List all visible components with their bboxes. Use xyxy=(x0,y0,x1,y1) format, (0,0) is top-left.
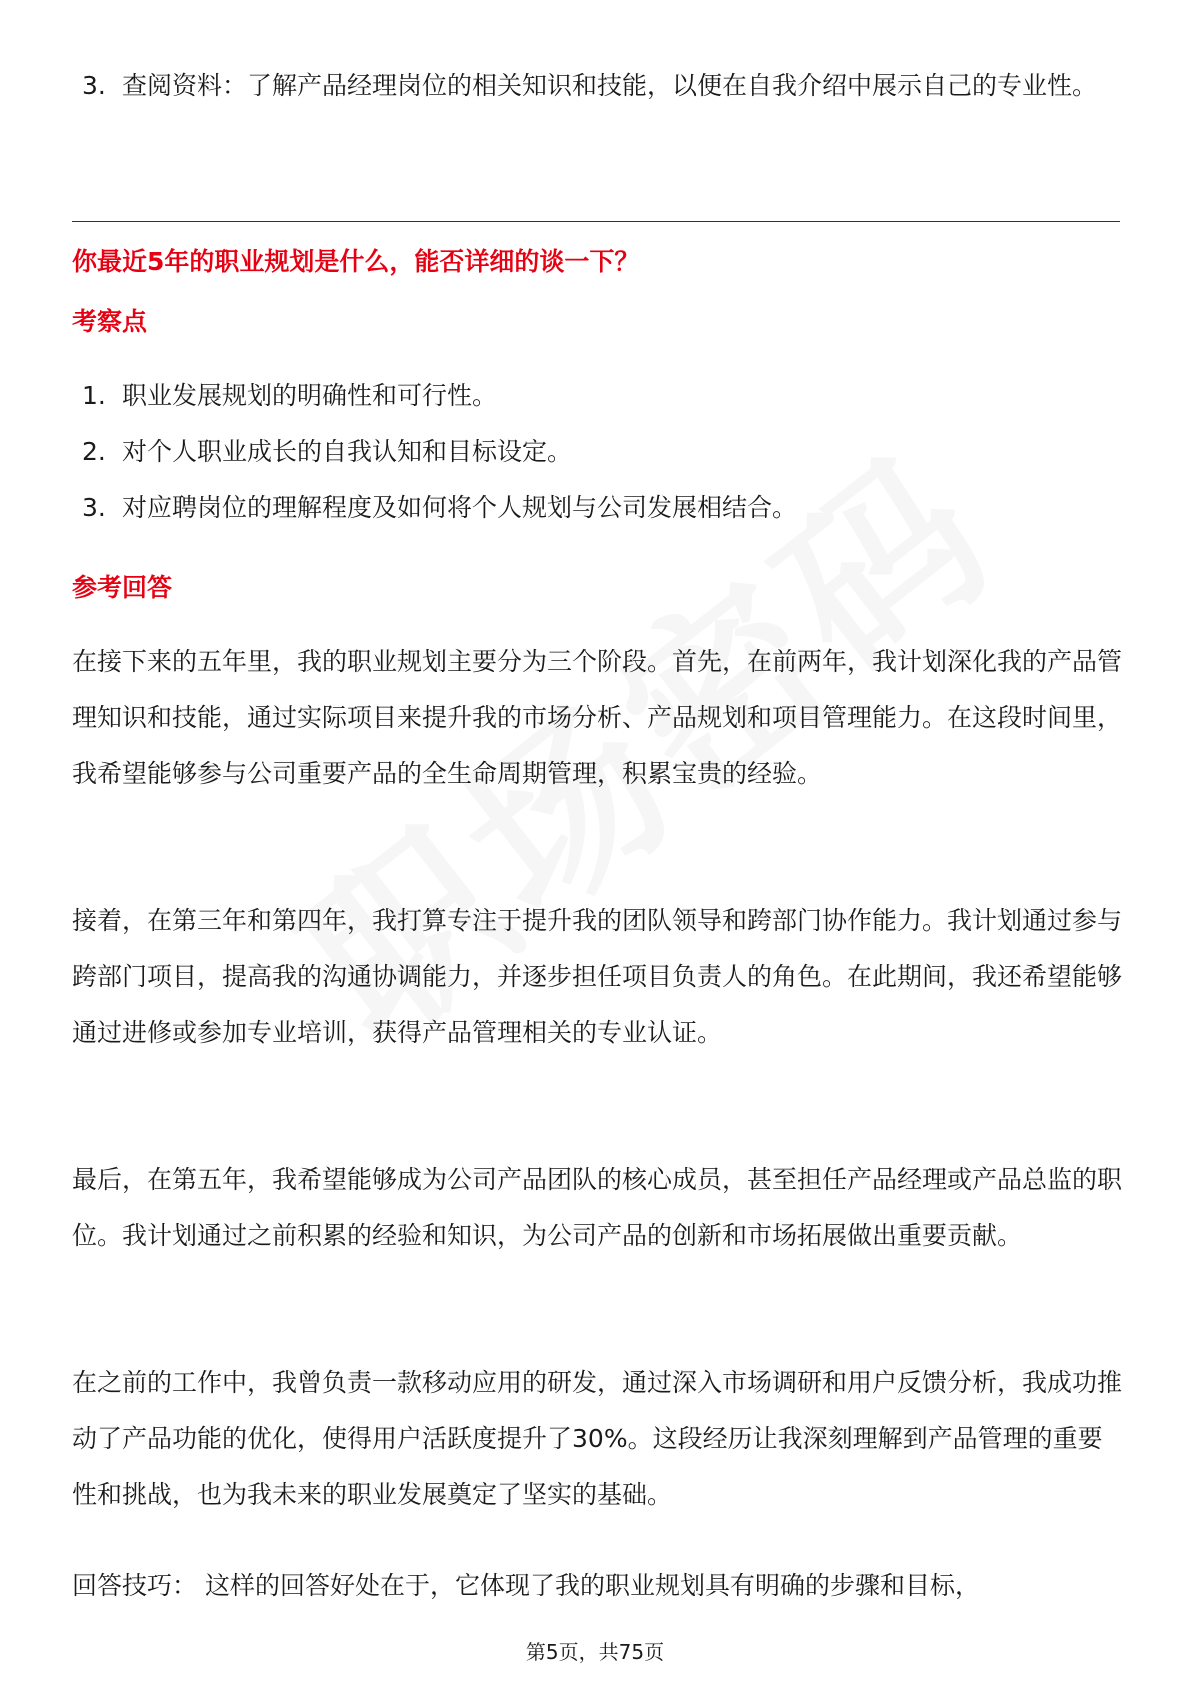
answer-paragraph: 最后，在第五年，我希望能够成为公司产品团队的核心成员，甚至担任产品经理或产品总监的职位。我计划通过之前积累的经验和知识，为公司产品的创新和市场拓展做出重要贡献。 xyxy=(72,1165,1123,1250)
list-item-text: 对应聘岗位的理解程度及如何将个人规划与公司发展相结合。 xyxy=(122,493,798,522)
question-heading: 你最近5年的职业规划是什么，能否详细的谈一下？ xyxy=(72,247,640,276)
list-item xyxy=(82,58,1112,114)
list-item xyxy=(82,424,1082,480)
reference-answer-title: 参考回答 xyxy=(72,573,173,602)
answer-paragraph: 在接下来的五年里，我的职业规划主要分为三个阶段。首先，在前两年，我计划深化我的产品管理知识和技能，通过实际项目来提升我的市场分析、产品规划和项目管理能力。在这段时间里，我希望能够参与公司重要产品的全生命周期管理，积累宝贵的经验。 xyxy=(72,647,1123,788)
list-item-text: 查阅资料：了解产品经理岗位的相关知识和技能，以便在自我介绍中展示自己的专业性。 xyxy=(122,71,1098,100)
answer-paragraph: 接着，在第三年和第四年，我打算专注于提升我的团队领导和跨部门协作能力。我计划通过参与跨部门项目，提高我的沟通协调能力，并逐步担任项目负责人的角色。在此期间，我还希望能够通过进修或参加专业培训，获得产品管理相关的专业认证。 xyxy=(72,906,1123,1047)
exam-points-list xyxy=(82,368,1082,536)
answer-paragraph: 在之前的工作中，我曾负责一款移动应用的研发，通过深入市场调研和用户反馈分析，我成功推动了产品功能的优化，使得用户活跃度提升了30%。这段经历让我深刻理解到产品管理的重要性和挑战，也为我未来的职业发展奠定了坚实的基础。 xyxy=(72,1368,1123,1509)
preparation-list xyxy=(82,58,1112,114)
list-item-number: 2. xyxy=(82,437,106,466)
list-item-number: 3. xyxy=(82,71,106,100)
list-item xyxy=(82,480,1082,536)
list-item-number: 3. xyxy=(82,493,106,522)
exam-points-title: 考察点 xyxy=(72,307,148,336)
list-item-text: 对个人职业成长的自我认知和目标设定。 xyxy=(122,437,573,466)
list-item-text: 职业发展规划的明确性和可行性。 xyxy=(122,381,498,410)
list-item xyxy=(82,368,1082,424)
page-number-footer: 第5页，共75页 xyxy=(525,1640,665,1664)
section-divider xyxy=(72,221,1120,222)
answer-tip-paragraph: 回答技巧： 这样的回答好处在于，它体现了我的职业规划具有明确的步骤和目标， xyxy=(72,1571,980,1600)
list-item-number: 1. xyxy=(82,381,106,410)
